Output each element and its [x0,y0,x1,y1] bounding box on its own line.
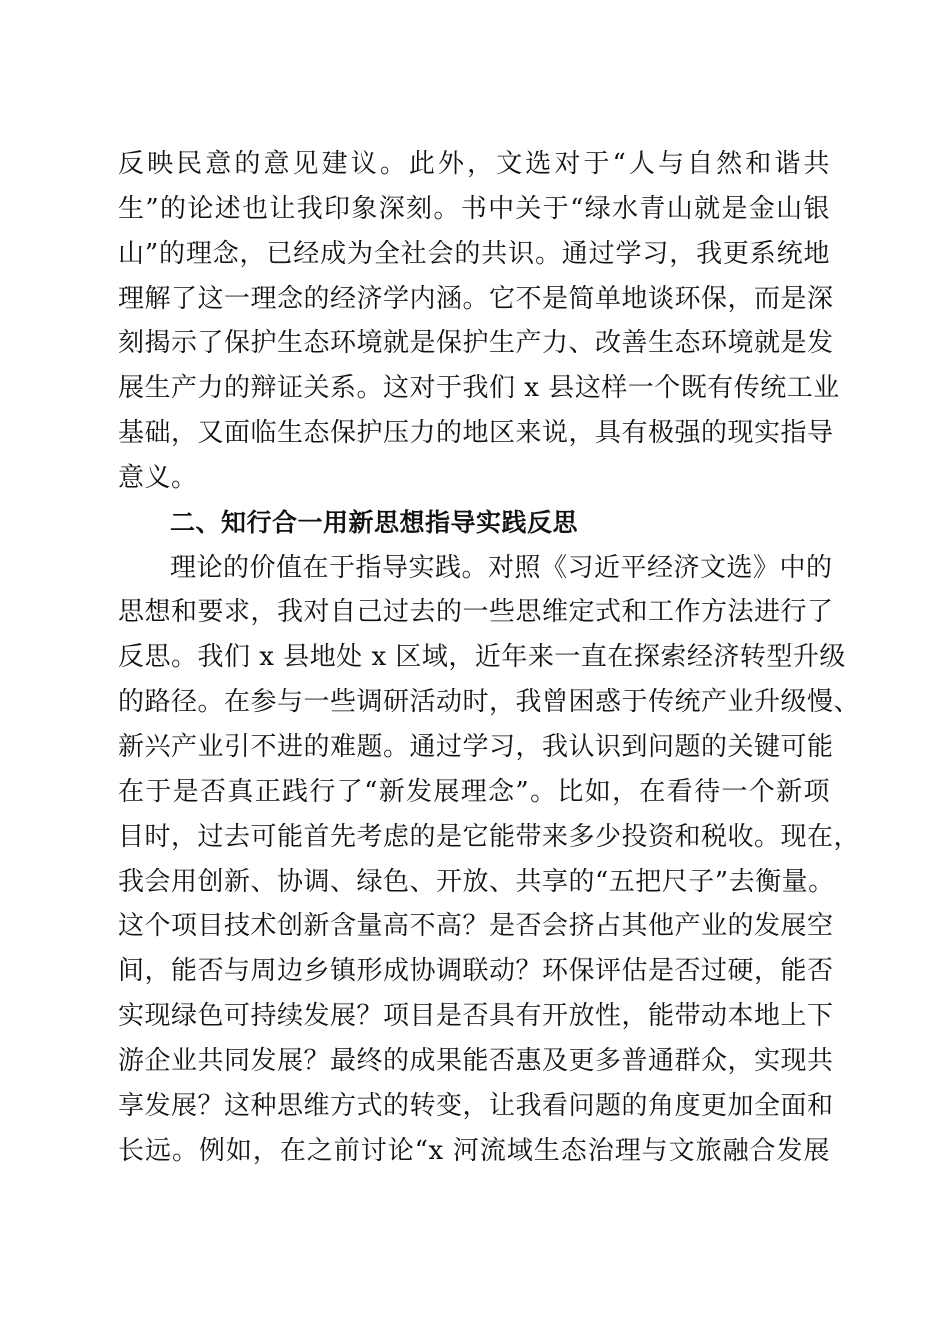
paragraph-line: 这个项目技术创新含量高不高？是否会挤占其他产业的发展空 [118,911,834,942]
paragraph-line: 间，能否与周边乡镇形成协调联动？环保评估是否过硬，能否 [118,956,834,987]
paragraph-1 [118,142,840,501]
paragraph-line: 的路径。在参与一些调研活动时，我曾困惑于传统产业升级慢、 [118,687,861,718]
paragraph-line: 享发展？这种思维方式的转变，让我看问题的角度更加全面和 [118,1090,834,1121]
paragraph-line: 新兴产业引不进的难题。通过学习，我认识到问题的关键可能 [118,731,834,762]
paragraph-line: 生”的论述也让我印象深刻。书中关于“绿水青山就是金山银 [118,193,830,224]
paragraph-line: 长远。例如，在之前讨论“x 河流域生态治理与文旅融合发展 [118,1135,830,1166]
paragraph-line: 思想和要求，我对自己过去的一些思维定式和工作方法进行了 [118,597,834,628]
paragraph-line: 在于是否真正践行了“新发展理念”。比如，在看待一个新项 [118,776,830,807]
paragraph-line: 目时，过去可能首先考虑的是它能带来多少投资和税收。现在， [118,821,861,852]
section-heading: 二、知行合一用新思想指导实践反思 [170,507,579,537]
paragraph-line: 反思。我们 x 县地处 x 区域，近年来一直在探索经济转型升级 [118,642,846,673]
paragraph-line: 理解了这一理念的经济学内涵。它不是简单地谈环保，而是深 [118,283,834,314]
paragraph-line: 实现绿色可持续发展？项目是否具有开放性，能带动本地上下 [118,1001,834,1032]
paragraph-line: 基础，又面临生态保护压力的地区来说，具有极强的现实指导 [118,418,834,449]
paragraph-line: 展生产力的辩证关系。这对于我们 x 县这样一个既有传统工业 [118,373,840,404]
paragraph-line: 游企业共同发展？最终的成果能否惠及更多普通群众，实现共 [118,1045,834,1076]
paragraph-line: 我会用创新、协调、绿色、开放、共享的“五把尺子”去衡量。 [118,866,835,897]
paragraph-line: 山”的理念，已经成为全社会的共识。通过学习，我更系统地 [118,238,830,269]
paragraph-line: 刻揭示了保护生态环境就是保护生产力、改善生态环境就是发 [118,328,834,359]
paragraph-2 [118,546,861,1174]
paragraph-line: 理论的价值在于指导实践。对照《习近平经济文选》中的 [170,552,833,583]
document-body [118,142,861,1173]
paragraph-line: 反映民意的意见建议。此外，文选对于“人与自然和谐共 [118,149,830,179]
paragraph-line: 意义。 [118,462,198,493]
